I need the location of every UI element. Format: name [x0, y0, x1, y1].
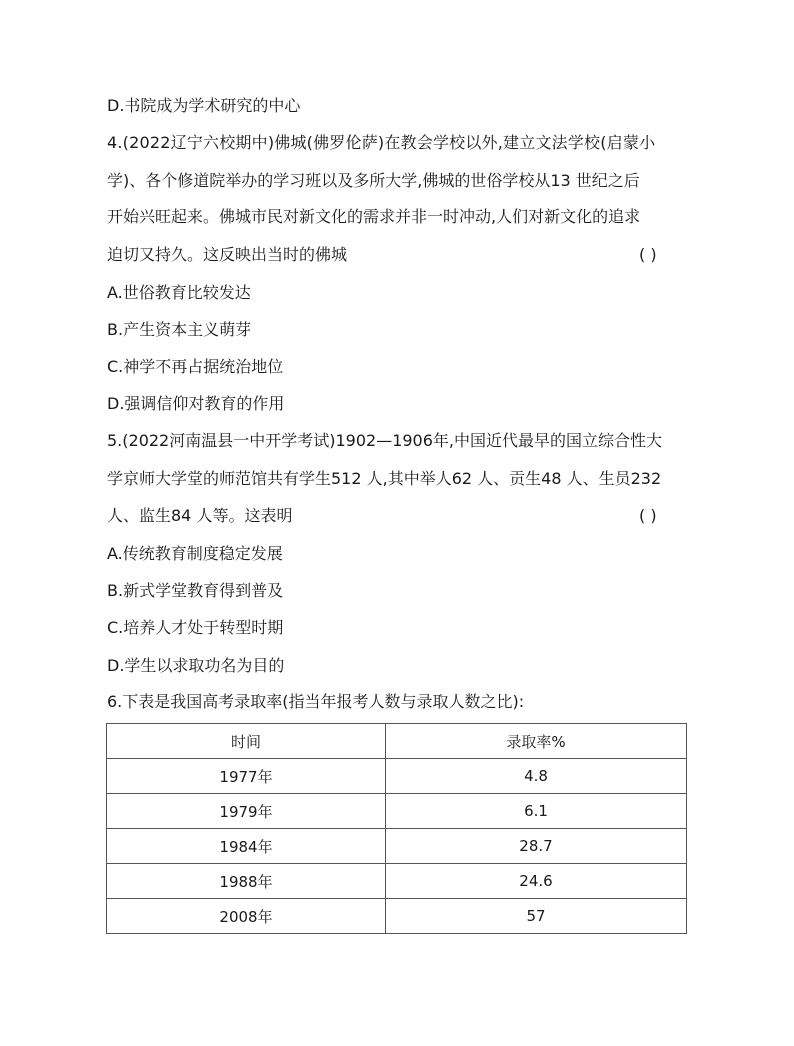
- table-row: [107, 794, 687, 829]
- q4-answer-bracket: ( ): [639, 245, 657, 264]
- table-cell-rate: 57: [386, 899, 687, 934]
- table-cell-year: 1979年: [107, 794, 386, 829]
- q4-option-a: A.世俗教育比较发达: [107, 283, 251, 302]
- table-row: [107, 829, 687, 864]
- q4-option-b: B.产生资本主义萌芽: [107, 320, 252, 339]
- table-header-cell: 时间: [107, 724, 386, 759]
- q4-stem-line: 迫切又持久。这反映出当时的佛城: [107, 245, 348, 264]
- table-header-row: [107, 724, 687, 759]
- q4-stem-line: 4.(2022辽宁六校期中)佛城(佛罗伦萨)在教会学校以外,建立文法学校(启蒙小: [107, 133, 656, 152]
- q3-option-d: D.书院成为学术研究的中心: [107, 96, 301, 115]
- table-cell-rate: 28.7: [386, 829, 687, 864]
- q5-option-c: C.培养人才处于转型时期: [107, 618, 284, 637]
- table-cell-year: 1977年: [107, 759, 386, 794]
- q4-option-d: D.强调信仰对教育的作用: [107, 394, 285, 413]
- table-cell-year: 1988年: [107, 864, 386, 899]
- q5-option-b: B.新式学堂教育得到普及: [107, 581, 284, 600]
- table-cell-year: 1984年: [107, 829, 386, 864]
- q5-stem-line: 学京师大学堂的师范馆共有学生512 人,其中举人62 人、贡生48 人、生员232: [107, 469, 662, 488]
- table-cell-year: 2008年: [107, 899, 386, 934]
- table-cell-rate: 4.8: [386, 759, 687, 794]
- table-row: [107, 864, 687, 899]
- q4-stem-line: 学)、各个修道院举办的学习班以及多所大学,佛城的世俗学校从13 世纪之后: [107, 171, 640, 190]
- table-cell-rate: 6.1: [386, 794, 687, 829]
- q5-option-d: D.学生以求取功名为目的: [107, 656, 285, 675]
- q5-answer-bracket: ( ): [639, 506, 657, 525]
- table-row: [107, 759, 687, 794]
- q5-option-a: A.传统教育制度稳定发展: [107, 544, 283, 563]
- q4-stem-line: 开始兴旺起来。佛城市民对新文化的需求并非一时冲动,人们对新文化的追求: [107, 207, 641, 226]
- table-cell-rate: 24.6: [386, 864, 687, 899]
- table-header-cell: 录取率%: [386, 724, 687, 759]
- q5-stem-line: 人、监生84 人等。这表明: [107, 506, 293, 525]
- admission-rate-table: [106, 723, 687, 934]
- q6-intro: 6.下表是我国高考录取率(指当年报考人数与录取人数之比):: [107, 692, 525, 711]
- q4-option-c: C.神学不再占据统治地位: [107, 357, 284, 376]
- q5-stem-line: 5.(2022河南温县一中开学考试)1902—1906年,中国近代最早的国立综合性大: [107, 431, 662, 450]
- table-row: [107, 899, 687, 934]
